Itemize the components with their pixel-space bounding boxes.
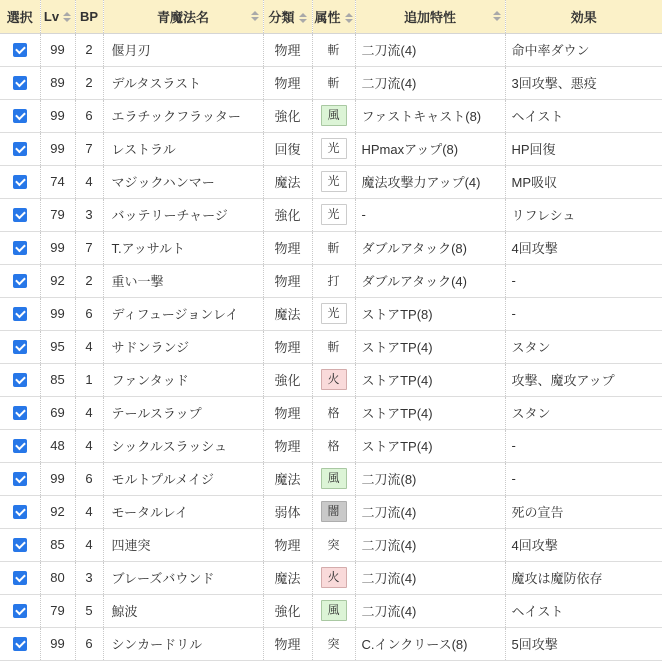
attribute-cell (312, 66, 355, 99)
row-checkbox[interactable] (13, 637, 27, 651)
select-cell (0, 99, 40, 132)
column-header-label: 選択 (6, 9, 33, 25)
sort-arrows-icon[interactable] (493, 11, 501, 21)
select-cell (0, 132, 40, 165)
select-cell (0, 66, 40, 99)
extra-cell: 二刀流(4) (355, 561, 505, 594)
select-cell (0, 627, 40, 660)
column-header-label: BP (79, 8, 99, 24)
attribute-cell (312, 165, 355, 198)
bp-cell: 7 (75, 132, 103, 165)
select-cell (0, 363, 40, 396)
category-cell: 弱体 (263, 495, 312, 528)
attribute-cell (312, 264, 355, 297)
name-cell: サドンランジ (103, 330, 263, 363)
extra-cell: ストアTP(4) (355, 363, 505, 396)
sort-asc-icon (299, 13, 307, 17)
effect-cell: スタン (505, 330, 662, 363)
table-row (0, 330, 662, 363)
name-cell: シンカードリル (103, 627, 263, 660)
table-row (0, 33, 662, 66)
select-cell (0, 429, 40, 462)
row-checkbox[interactable] (13, 505, 27, 519)
attribute-badge: 光 (321, 171, 347, 192)
extra-cell: ダブルアタック(8) (355, 231, 505, 264)
table-row (0, 594, 662, 627)
column-header-category[interactable] (263, 0, 312, 33)
name-cell: T.アッサルト (103, 231, 263, 264)
bp-cell: 7 (75, 231, 103, 264)
name-cell: 重い一撃 (103, 264, 263, 297)
row-checkbox[interactable] (13, 274, 27, 288)
table-header-row (0, 0, 662, 33)
effect-cell: - (505, 297, 662, 330)
lv-cell: 99 (40, 231, 75, 264)
effect-cell: MP吸収 (505, 165, 662, 198)
extra-cell: 二刀流(4) (355, 33, 505, 66)
table-row (0, 561, 662, 594)
effect-cell: スタン (505, 396, 662, 429)
table-row (0, 66, 662, 99)
column-header-label: 分類 (268, 9, 295, 25)
column-header-label: 青魔法名 (156, 9, 209, 25)
name-cell: モルトプルメイジ (103, 462, 263, 495)
select-cell (0, 594, 40, 627)
name-cell: バッテリーチャージ (103, 198, 263, 231)
lv-cell: 92 (40, 264, 75, 297)
bp-cell: 4 (75, 528, 103, 561)
extra-cell: ストアTP(4) (355, 330, 505, 363)
row-checkbox[interactable] (13, 43, 27, 57)
extra-cell: HPmaxアップ(8) (355, 132, 505, 165)
table-row (0, 198, 662, 231)
attribute-badge: 風 (321, 600, 347, 621)
category-cell: 回復 (263, 132, 312, 165)
select-cell (0, 396, 40, 429)
sort-arrows-icon[interactable] (345, 13, 353, 23)
extra-cell: 二刀流(4) (355, 495, 505, 528)
category-cell: 強化 (263, 363, 312, 396)
row-checkbox[interactable] (13, 439, 27, 453)
bp-cell: 5 (75, 594, 103, 627)
attribute-text: 斬 (327, 76, 340, 90)
row-checkbox[interactable] (13, 109, 27, 123)
attribute-cell (312, 627, 355, 660)
extra-cell: 二刀流(8) (355, 462, 505, 495)
attribute-text: 斬 (327, 340, 340, 354)
lv-cell: 80 (40, 561, 75, 594)
bp-cell: 2 (75, 33, 103, 66)
extra-cell: ストアTP(4) (355, 429, 505, 462)
attribute-text: 突 (327, 538, 340, 552)
lv-cell: 85 (40, 528, 75, 561)
attribute-badge: 光 (321, 204, 347, 225)
effect-cell: 攻撃、魔攻アップ (505, 363, 662, 396)
effect-cell: 死の宣告 (505, 495, 662, 528)
table-row (0, 528, 662, 561)
table-row (0, 429, 662, 462)
category-cell: 物理 (263, 330, 312, 363)
bp-cell: 6 (75, 99, 103, 132)
row-checkbox[interactable] (13, 340, 27, 354)
attribute-badge: 光 (321, 303, 347, 324)
column-header-attribute[interactable] (312, 0, 355, 33)
select-cell (0, 198, 40, 231)
row-checkbox[interactable] (13, 307, 27, 321)
row-checkbox[interactable] (13, 538, 27, 552)
category-cell: 物理 (263, 33, 312, 66)
table-row (0, 99, 662, 132)
select-cell (0, 330, 40, 363)
column-header-effect (505, 0, 662, 33)
name-cell: モータルレイ (103, 495, 263, 528)
category-cell: 強化 (263, 99, 312, 132)
name-cell: デルタスラスト (103, 66, 263, 99)
sort-arrows-icon[interactable] (299, 13, 307, 23)
attribute-text: 格 (327, 439, 340, 453)
attribute-cell (312, 396, 355, 429)
select-cell (0, 165, 40, 198)
attribute-cell (312, 462, 355, 495)
extra-cell: 二刀流(4) (355, 594, 505, 627)
effect-cell: 4回攻撃 (505, 231, 662, 264)
sort-arrows-icon[interactable] (63, 12, 71, 22)
bp-cell: 6 (75, 462, 103, 495)
bp-cell: 2 (75, 66, 103, 99)
column-header-label: 追加特性 (403, 9, 456, 25)
lv-cell: 99 (40, 462, 75, 495)
category-cell: 強化 (263, 594, 312, 627)
category-cell: 物理 (263, 396, 312, 429)
column-header-bp (75, 0, 103, 33)
attribute-text: 斬 (327, 241, 340, 255)
lv-cell: 95 (40, 330, 75, 363)
name-cell: テールスラップ (103, 396, 263, 429)
extra-cell: 魔法攻撃力アップ(4) (355, 165, 505, 198)
effect-cell: 魔攻は魔防依存 (505, 561, 662, 594)
category-cell: 物理 (263, 429, 312, 462)
category-cell: 物理 (263, 264, 312, 297)
table-row (0, 297, 662, 330)
attribute-badge: 風 (321, 468, 347, 489)
extra-cell: - (355, 198, 505, 231)
bp-cell: 4 (75, 330, 103, 363)
select-cell (0, 462, 40, 495)
lv-cell: 99 (40, 33, 75, 66)
sort-desc-icon (251, 17, 259, 21)
lv-cell: 99 (40, 627, 75, 660)
sort-arrows-icon[interactable] (251, 11, 259, 21)
row-checkbox[interactable] (13, 241, 27, 255)
sort-asc-icon (251, 11, 259, 15)
lv-cell: 85 (40, 363, 75, 396)
row-checkbox[interactable] (13, 472, 27, 486)
row-checkbox[interactable] (13, 208, 27, 222)
attribute-text: 突 (327, 637, 340, 651)
name-cell: ブレーズバウンド (103, 561, 263, 594)
table-row (0, 264, 662, 297)
name-cell: ディフュージョンレイ (103, 297, 263, 330)
attribute-cell (312, 429, 355, 462)
sort-asc-icon (63, 12, 71, 16)
name-cell: シックルスラッシュ (103, 429, 263, 462)
effect-cell: - (505, 264, 662, 297)
bp-cell: 4 (75, 396, 103, 429)
bp-cell: 6 (75, 297, 103, 330)
table-row (0, 132, 662, 165)
lv-cell: 69 (40, 396, 75, 429)
attribute-text: 斬 (327, 43, 340, 57)
effect-cell: 3回攻撃、悪疫 (505, 66, 662, 99)
lv-cell: 99 (40, 99, 75, 132)
row-checkbox[interactable] (13, 76, 27, 90)
lv-cell: 89 (40, 66, 75, 99)
row-checkbox[interactable] (13, 604, 27, 618)
row-checkbox[interactable] (13, 373, 27, 387)
extra-cell: C.インクリース(8) (355, 627, 505, 660)
table-row (0, 363, 662, 396)
effect-cell: - (505, 429, 662, 462)
sort-desc-icon (299, 19, 307, 23)
extra-cell: 二刀流(4) (355, 528, 505, 561)
effect-cell: 命中率ダウン (505, 33, 662, 66)
extra-cell: ダブルアタック(4) (355, 264, 505, 297)
sort-asc-icon (345, 13, 353, 17)
effect-cell: リフレシュ (505, 198, 662, 231)
column-header-label: Lv (43, 8, 60, 24)
name-cell: マジックハンマー (103, 165, 263, 198)
sort-desc-icon (493, 17, 501, 21)
name-cell: 四連突 (103, 528, 263, 561)
table-row (0, 462, 662, 495)
lv-cell: 48 (40, 429, 75, 462)
column-header-lv[interactable] (40, 0, 75, 33)
attribute-cell (312, 495, 355, 528)
attribute-cell (312, 528, 355, 561)
column-header-name[interactable] (103, 0, 263, 33)
effect-cell: 5回攻撃 (505, 627, 662, 660)
attribute-badge: 風 (321, 105, 347, 126)
attribute-cell (312, 561, 355, 594)
column-header-extra[interactable] (355, 0, 505, 33)
row-checkbox[interactable] (13, 406, 27, 420)
extra-cell: ストアTP(8) (355, 297, 505, 330)
effect-cell: ヘイスト (505, 594, 662, 627)
name-cell: エラチックフラッター (103, 99, 263, 132)
select-cell (0, 231, 40, 264)
bp-cell: 6 (75, 627, 103, 660)
row-checkbox[interactable] (13, 571, 27, 585)
table-row (0, 627, 662, 660)
category-cell: 強化 (263, 198, 312, 231)
attribute-badge: 闇 (321, 501, 347, 522)
select-cell (0, 561, 40, 594)
table-row (0, 165, 662, 198)
effect-cell: - (505, 462, 662, 495)
attribute-cell (312, 363, 355, 396)
row-checkbox[interactable] (13, 175, 27, 189)
bp-cell: 1 (75, 363, 103, 396)
bp-cell: 3 (75, 198, 103, 231)
attribute-cell (312, 33, 355, 66)
extra-cell: 二刀流(4) (355, 66, 505, 99)
select-cell (0, 297, 40, 330)
extra-cell: ファストキャスト(8) (355, 99, 505, 132)
category-cell: 物理 (263, 627, 312, 660)
table-row (0, 396, 662, 429)
lv-cell: 79 (40, 198, 75, 231)
category-cell: 物理 (263, 528, 312, 561)
sort-asc-icon (493, 11, 501, 15)
bp-cell: 4 (75, 165, 103, 198)
select-cell (0, 528, 40, 561)
name-cell: 鯨波 (103, 594, 263, 627)
effect-cell: ヘイスト (505, 99, 662, 132)
select-cell (0, 264, 40, 297)
attribute-badge: 光 (321, 138, 347, 159)
bp-cell: 4 (75, 429, 103, 462)
bp-cell: 2 (75, 264, 103, 297)
sort-desc-icon (345, 19, 353, 23)
attribute-cell (312, 594, 355, 627)
bp-cell: 4 (75, 495, 103, 528)
effect-cell: 4回攻撃 (505, 528, 662, 561)
category-cell: 魔法 (263, 297, 312, 330)
extra-cell: ストアTP(4) (355, 396, 505, 429)
attribute-cell (312, 297, 355, 330)
attribute-cell (312, 198, 355, 231)
name-cell: レストラル (103, 132, 263, 165)
sort-desc-icon (63, 18, 71, 22)
category-cell: 魔法 (263, 165, 312, 198)
attribute-cell (312, 99, 355, 132)
name-cell: ファンタッド (103, 363, 263, 396)
lv-cell: 92 (40, 495, 75, 528)
column-header-select (0, 0, 40, 33)
category-cell: 物理 (263, 66, 312, 99)
row-checkbox[interactable] (13, 142, 27, 156)
category-cell: 魔法 (263, 462, 312, 495)
attribute-badge: 火 (321, 567, 347, 588)
attribute-text: 打 (327, 274, 340, 288)
lv-cell: 79 (40, 594, 75, 627)
category-cell: 物理 (263, 231, 312, 264)
effect-cell: HP回復 (505, 132, 662, 165)
lv-cell: 99 (40, 132, 75, 165)
attribute-cell (312, 231, 355, 264)
bp-cell: 3 (75, 561, 103, 594)
table-row (0, 495, 662, 528)
lv-cell: 99 (40, 297, 75, 330)
name-cell: 偃月刃 (103, 33, 263, 66)
attribute-text: 格 (327, 406, 340, 420)
select-cell (0, 495, 40, 528)
attribute-cell (312, 330, 355, 363)
attribute-badge: 火 (321, 369, 347, 390)
attribute-cell (312, 132, 355, 165)
table-row (0, 231, 662, 264)
select-cell (0, 33, 40, 66)
column-header-label: 属性 (314, 9, 341, 25)
lv-cell: 74 (40, 165, 75, 198)
category-cell: 魔法 (263, 561, 312, 594)
column-header-label: 効果 (570, 9, 597, 25)
